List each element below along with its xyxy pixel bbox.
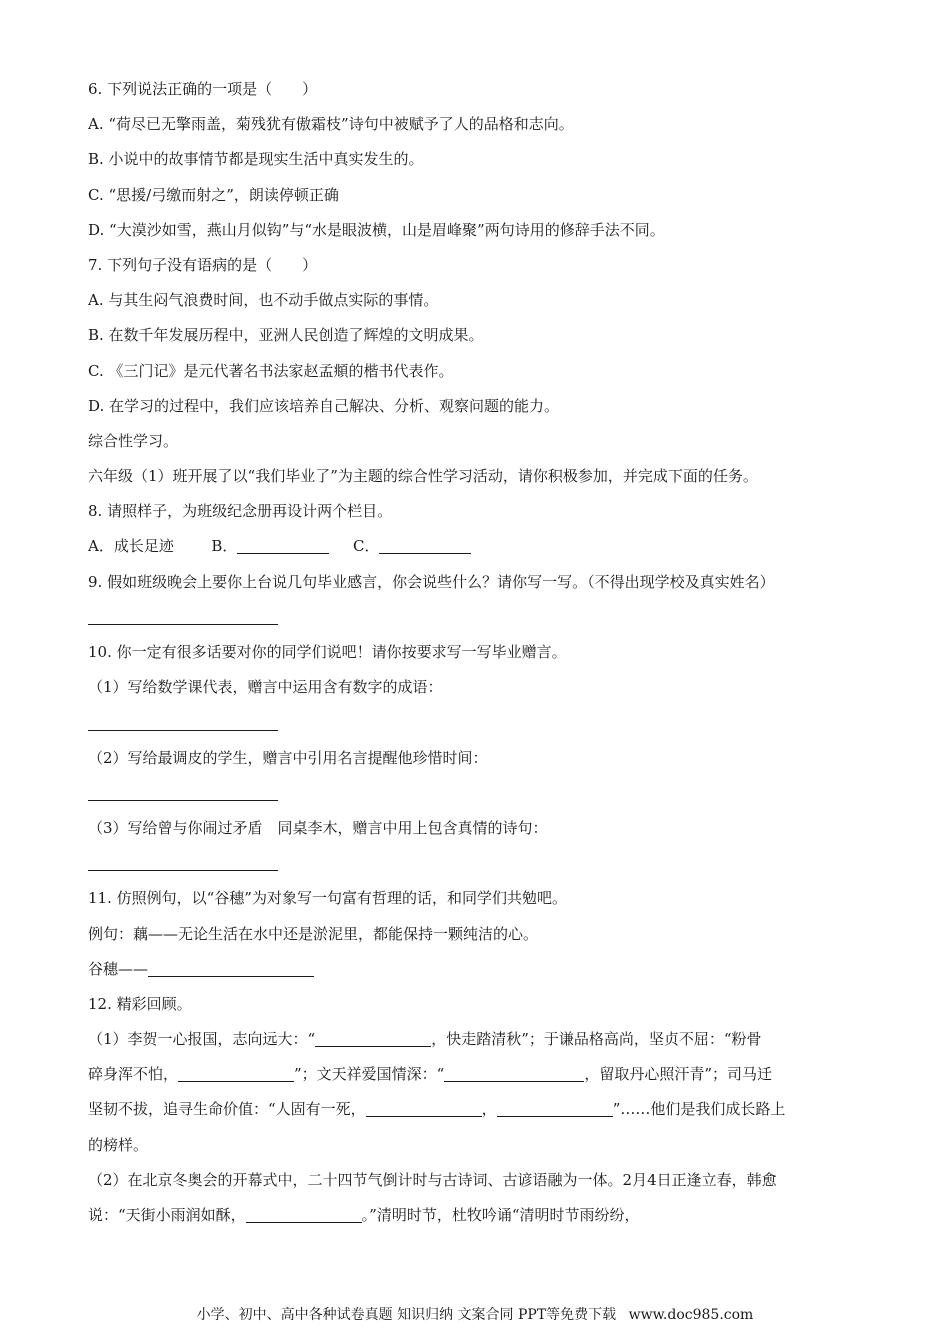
q6-stem: 6. 下列说法正确的一项是（ ） xyxy=(88,80,318,98)
q7-stem: 7. 下列句子没有语病的是（ ） xyxy=(88,255,318,274)
q12-blank-4[interactable] xyxy=(366,1101,482,1117)
q9-answer-blank[interactable] xyxy=(88,600,878,635)
q7-option-d: D. 在学习的过程中，我们应该培养自己解决、分析、观察问题的能力。 xyxy=(88,396,560,415)
q8-blank-b[interactable] xyxy=(237,538,329,554)
q8-stem: 8. 请照样子，为班级纪念册再设计两个栏目。 xyxy=(88,502,393,521)
q8-option-b-label: B． xyxy=(211,537,238,556)
q12-p2-line2: 说：“天街小雨润如酥， 。”清明时节，杜牧吟诵“清明时节雨纷纷， xyxy=(88,1206,640,1224)
page-footer xyxy=(0,1304,950,1324)
q10-part-1: （1）写给数学课代表，赠言中运用含有数字的成语： xyxy=(88,678,443,697)
q12-blank-1[interactable] xyxy=(315,1031,431,1047)
q10-stem: 10. 你一定有很多话要对你的同学们说吧！请你按要求写一写毕业赠言。 xyxy=(88,643,567,661)
q10-part-3-blank[interactable] xyxy=(88,846,878,881)
q7-option-a: A. 与其生闷气浪费时间，也不动手做点实际的事情。 xyxy=(88,291,439,310)
q8-blank-c[interactable] xyxy=(379,538,471,554)
q12-blank-3[interactable] xyxy=(444,1066,584,1082)
q6-option-a: A. “荷尽已无擎雨盖，菊残犹有傲霜枝”诗句中被赋予了人的品格和志向。 xyxy=(88,115,574,134)
q12-p1-line1: （1）李贺一心报国，志向远大：“ ，快走踏清秋”；于谦品格高尚，坚贞不屈：“粉骨 xyxy=(88,1030,762,1049)
section-intro: 六年级（1）班开展了以“我们毕业了”为主题的综合性学习活动，请你积极参加，并完成下面的任务。 xyxy=(88,467,758,486)
footer-url[interactable]: www.doc985.com xyxy=(628,1307,754,1323)
q6-option-d: D. “大漠沙如雪，燕山月似钩”与“水是眼波横，山是眉峰聚”两句诗用的修辞手法不同。 xyxy=(88,220,665,239)
q6-option-c: C. “思援/弓缴而射之”，朗读停顿正确 xyxy=(88,185,339,204)
q6-option-b: B. 小说中的故事情节都是现实生活中真实发生的。 xyxy=(88,150,424,169)
q12-blank-5[interactable] xyxy=(497,1101,613,1117)
q10-part-2-blank[interactable] xyxy=(88,776,878,811)
q12-p1-line2: 碎身浑不怕， ”；文天祥爱国情深：“ ，留取丹心照汗青”；司马迁 xyxy=(88,1065,773,1084)
q12-stem: 12. 精彩回顾。 xyxy=(88,994,192,1013)
q9-stem: 9. 假如班级晚会上要你上台说几句毕业感言，你会说些什么？请你写一写。（不得出现学校及真实姓名） xyxy=(88,572,775,591)
q8-answer-row xyxy=(88,529,878,564)
section-title: 综合性学习。 xyxy=(88,431,179,450)
q12-p2-line1: （2）在北京冬奥会的开幕式中，二十四节气倒计时与古诗词、古谚语融为一体。2月4日正逢立春，韩愈 xyxy=(88,1170,777,1189)
q10-part-2: （2）写给最调皮的学生，赠言中引用名言提醒他珍惜时间： xyxy=(88,748,488,767)
footer-text: 小学、初中、高中各种试卷真题 知识归纳 文案合同 PPT等免费下载 xyxy=(196,1307,617,1323)
q12-p1-line4: 的榜样。 xyxy=(88,1135,149,1154)
q12-blank-2[interactable] xyxy=(178,1066,294,1082)
q8-option-c-label: C． xyxy=(353,537,380,556)
exam-page xyxy=(88,72,878,1233)
q7-option-b: B. 在数千年发展历程中，亚洲人民创造了辉煌的文明成果。 xyxy=(88,326,484,345)
q12-blank-6[interactable] xyxy=(246,1207,362,1223)
q7-option-c: C. 《三门记》是元代著名书法家赵孟頫的楷书代表作。 xyxy=(88,361,454,380)
q12-p1-line3: 坚韧不拔，追寻生命价值：“人固有一死， ， ”……他们是我们成长路上 xyxy=(88,1100,786,1119)
q8-option-a: A．成长足迹 xyxy=(88,537,174,556)
q11-prompt: 谷穗—— xyxy=(88,959,149,978)
q10-part-1-blank[interactable] xyxy=(88,705,878,740)
q11-blank[interactable] xyxy=(148,961,314,977)
q11-example: 例句：藕——无论生活在水中还是淤泥里，都能保持一颗纯洁的心。 xyxy=(88,924,539,943)
q11-stem: 11. 仿照例句，以“谷穗”为对象写一句富有哲理的话，和同学们共勉吧。 xyxy=(88,889,567,908)
q11-answer-row xyxy=(88,952,878,987)
q10-part-3: （3）写给曾与你闹过矛盾 同桌李木，赠言中用上包含真情的诗句： xyxy=(88,818,548,837)
